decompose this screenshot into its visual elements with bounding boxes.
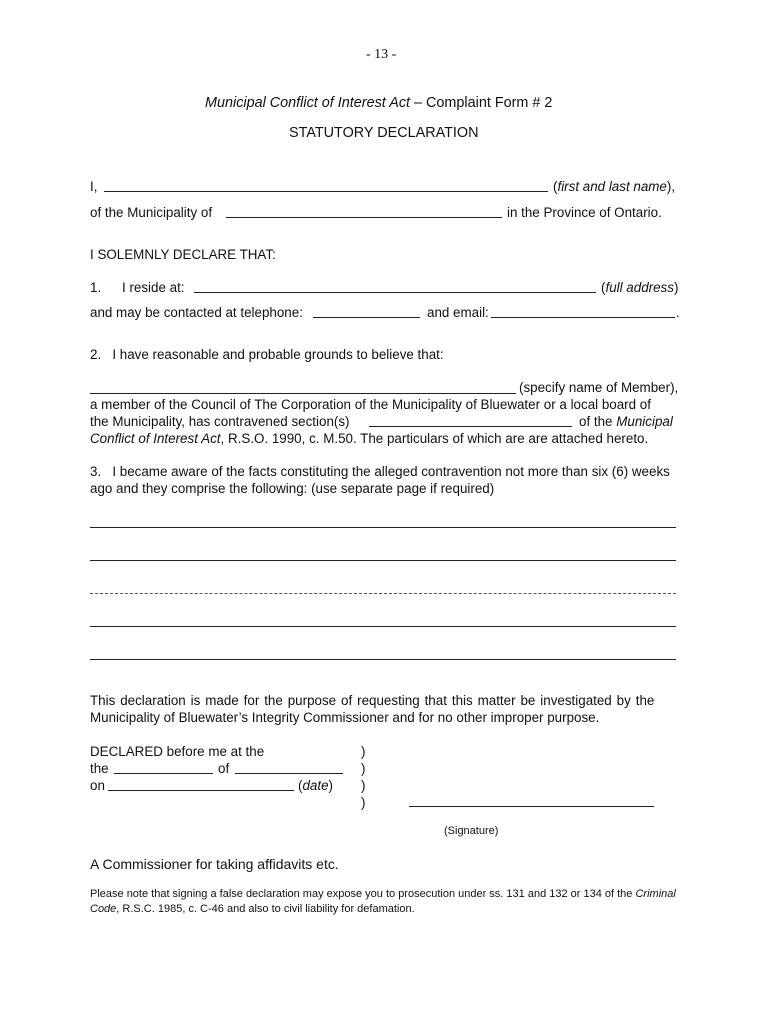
municipality-prefix: of the Municipality of: [90, 205, 213, 220]
declared-month-field[interactable]: [235, 773, 343, 774]
declaration-heading: STATUTORY DECLARATION: [289, 125, 479, 141]
signature-field[interactable]: [409, 806, 654, 807]
name-hint: (first and last name),: [553, 179, 676, 194]
form-title: [205, 96, 552, 110]
declared-of: of: [218, 761, 230, 776]
signature-label: (Signature): [444, 825, 499, 837]
notice-line2: Code, R.S.C. 1985, c. C-46 and also to civil liability for defamation.: [90, 903, 415, 915]
declared-date-field[interactable]: [108, 790, 294, 791]
item1-number: 1.: [90, 280, 102, 295]
item1-label: I reside at:: [122, 280, 185, 295]
name-field[interactable]: [104, 191, 548, 192]
item3-line2: ago and they comprise the following: (use separate page if required): [90, 481, 495, 496]
phone-label: and may be contacted at telephone:: [90, 305, 303, 320]
address-hint: (full address): [601, 280, 679, 295]
member-line3b: of the Municipal: [579, 414, 673, 429]
particulars-line[interactable]: [90, 593, 676, 594]
declared-date-hint: (date): [298, 778, 333, 793]
member-line3a: the Municipality, has contravened section(s): [90, 414, 350, 429]
member-specify: (specify name of Member),: [519, 380, 679, 395]
phone-field[interactable]: [313, 317, 420, 318]
bracket: ): [361, 795, 366, 810]
form-number: – Complaint Form # 2: [410, 95, 553, 111]
email-label: and email:: [427, 305, 489, 320]
bracket: ): [361, 778, 366, 793]
bracket: ): [361, 761, 366, 776]
declared-line1: DECLARED before me at the: [90, 744, 265, 759]
particulars-line[interactable]: [90, 659, 676, 660]
name-prefix: I,: [90, 179, 98, 194]
municipality-field[interactable]: [226, 217, 502, 218]
particulars-line[interactable]: [90, 626, 676, 627]
act-name: Municipal Conflict of Interest Act: [205, 95, 411, 111]
declared-on: on: [90, 778, 105, 793]
member-line4: Conflict of Interest Act, R.S.O. 1990, c. M.50. The particulars of which are are attached hereto.: [90, 431, 649, 446]
purpose-line1: This declaration is made for the purpose of requesting that this matter be investigated by the: [90, 693, 655, 708]
member-name-field[interactable]: [90, 393, 516, 394]
bracket: ): [361, 744, 366, 759]
purpose-line2: Municipality of Bluewater’s Integrity Commissioner and for no other improper purpose.: [90, 710, 600, 725]
commissioner-text: A Commissioner for taking affidavits etc.: [90, 856, 339, 872]
item3-line1: 3. I became aware of the facts constituting the alleged contravention not more than six (6) weeks: [90, 464, 670, 479]
email-field[interactable]: [491, 317, 675, 318]
notice-line1: Please note that signing a false declaration may expose you to prosecution under ss. 131 and 132 or 134 of the Criminal: [90, 888, 676, 900]
member-line2: a member of the Council of The Corporation of the Municipality of Bluewater or a local board of: [90, 397, 651, 412]
particulars-line[interactable]: [90, 560, 676, 561]
declared-day-field[interactable]: [114, 773, 213, 774]
page-number: - 13 -: [366, 47, 397, 62]
declared-the: the: [90, 761, 109, 776]
email-end: .: [676, 305, 680, 320]
item2-text: 2. I have reasonable and probable grounds to believe that:: [90, 347, 444, 362]
province-text: in the Province of Ontario.: [507, 205, 662, 220]
address-field[interactable]: [194, 292, 596, 293]
particulars-line[interactable]: [90, 527, 676, 528]
solemnly-declare: I SOLEMNLY DECLARE THAT:: [90, 247, 276, 262]
section-field[interactable]: [369, 426, 572, 427]
